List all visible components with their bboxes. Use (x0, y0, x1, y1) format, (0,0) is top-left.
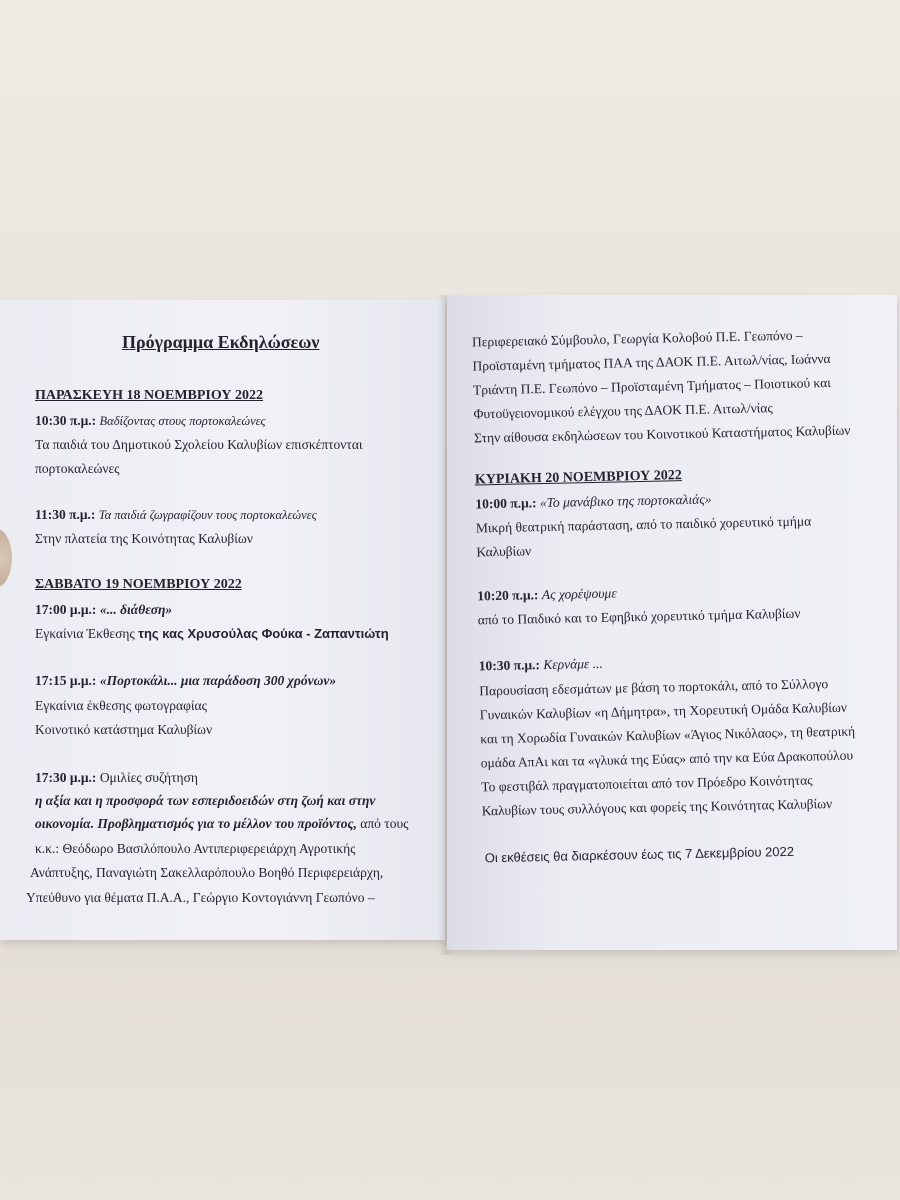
event-6-heading (475, 492, 711, 513)
day-heading-saturday: ΣΑΒΒΑΤΟ 19 ΝΟΕΜΒΡΙΟΥ 2022 (35, 577, 242, 592)
event-4-title: «Πορτοκάλι... μια παράδοση 300 χρόνων» (99, 673, 337, 688)
event-8-title: Κερνάμε ... (543, 655, 603, 673)
event-5-line-2-bold: οικονομία. Προβληματισμός για το μέλλον του προϊόντος, (35, 816, 357, 831)
event-4-time: 17:15 μ.μ.: (35, 673, 97, 688)
event-2-title: Τα παιδιά ζωγραφίζουν τους πορτοκαλεώνες (98, 508, 317, 522)
continuation-line-2: Προϊσταμένη τμήματος ΠΑΑ της ΔΑΟΚ Π.Ε. Αιτωλ/νίας, Ιωάννα (472, 350, 831, 374)
event-8-line-4: ομάδα ΑπΑι και τα «γλυκά της Εύας» από την κα Εύα Δρακοπούλου (480, 747, 854, 771)
event-5-line-2-rest: από τους (356, 816, 409, 831)
event-8-line-3: και τη Χορωδία Γυναικών Καλυβίων «Άγιος Νικόλαος», τη θεατρική (480, 723, 856, 747)
event-8-time: 10:30 π.μ.: (478, 657, 541, 674)
continuation-line-1: Περιφερειακό Σύμβουλο, Γεωργία Κολοβού Π.Ε. Γεωπόνο – (471, 327, 803, 350)
continuation-line-5: Στην αίθουσα εκδηλώσεων του Κοινοτικού Καταστήματος Καλυβίων (473, 422, 851, 446)
event-3-time: 17:00 μ.μ.: (35, 602, 97, 617)
event-6-line-2: Καλυβίων (476, 543, 532, 560)
event-3-heading (35, 602, 172, 618)
event-5-title: Ομιλίες συζήτηση (96, 770, 198, 785)
right-page (447, 295, 897, 950)
event-3-artist: της κας Χρυσούλας Φούκα - Ζαπαντιώτη (138, 626, 389, 641)
left-page (0, 300, 445, 940)
event-1-line-1: Τα παιδιά του Δημοτικού Σχολείου Καλυβίων επισκέπτονται (35, 437, 363, 452)
page-title: Πρόγραμμα Εκδηλώσεων (122, 332, 320, 352)
event-2-time: 11:30 π.μ.: (35, 507, 96, 522)
event-8-heading (479, 656, 603, 675)
event-3-line-1 (35, 626, 389, 642)
event-4-line-2: Κοινοτικό κατάστημα Καλυβίων (35, 722, 213, 737)
event-8-line-6: Καλυβίων τους συλλόγους και φορείς της Κοινότητας Καλυβίων (481, 796, 833, 819)
event-2-line-1: Στην πλατεία της Κοινότητας Καλυβίων (35, 531, 253, 546)
event-5-line-1: η αξία και η προσφορά των εσπεριδοειδών στη ζωή και στην (35, 793, 376, 808)
event-3-title: «... διάθεση» (99, 602, 173, 617)
event-8-line-2: Γυναικών Καλυβίων «η Δήμητρα», τη Χορευτική Ομάδα Καλυβίων (479, 699, 848, 723)
event-5-time: 17:30 μ.μ.: (35, 770, 97, 785)
event-1-title: Βαδίζοντας στους πορτοκαλεώνες (99, 414, 266, 428)
event-5-heading (35, 770, 198, 786)
event-6-time: 10:00 π.μ.: (475, 495, 537, 512)
event-6-title: «Το μανάβικο της πορτοκαλιάς» (539, 491, 712, 511)
thumb-shadow (0, 528, 12, 588)
event-4-line-1: Εγκαίνια έκθεσης φωτογραφίας (35, 698, 207, 713)
brochure (0, 295, 900, 955)
continuation-line-4: Φυτοϋγειονομικού ελέγχου της ΔΑΟΚ Π.Ε. Αιτωλ/νίας (473, 400, 773, 422)
day-heading-friday: ΠΑΡΑΣΚΕΥΗ 18 ΝΟΕΜΒΡΙΟΥ 2022 (35, 388, 264, 403)
event-7-time: 10:20 π.μ.: (477, 587, 539, 604)
event-1-line-2: πορτοκαλεώνες (35, 461, 120, 476)
event-8-line-1: Παρουσίαση εδεσμάτων με βάση το πορτοκάλι, από το Σύλλογο (479, 676, 829, 699)
event-5-line-4: Ανάπτυξης, Παναγιώτη Σακελλαρόπουλο Βοηθό Περιφερειάρχη, (30, 865, 384, 880)
event-3-line-1-text: Εγκαίνια Έκθεσης (35, 626, 139, 641)
event-1-heading (35, 413, 266, 429)
event-5-line-3: κ.κ.: Θεόδωρο Βασιλόπουλο Αντιπεριφερειάρχη Αγροτικής (35, 841, 356, 856)
event-7-title: Ας χορέψουμε (541, 585, 617, 603)
event-7-heading (477, 586, 617, 605)
event-5-line-2 (35, 816, 408, 832)
event-2-heading (35, 507, 317, 523)
event-6-line-1: Μικρή θεατρική παράσταση, από το παιδικό χορευτικό τμήμα (475, 513, 812, 536)
event-1-time: 10:30 π.μ.: (35, 413, 97, 428)
event-7-line-1: από το Παιδικό και το Εφηβικό χορευτικό τμήμα Καλυβίων (477, 605, 801, 628)
event-8-line-5: Το φεστιβάλ πραγματοποιείται από τον Πρόεδρο Κοινότητας (481, 772, 813, 795)
continuation-line-3: Τριάντη Π.Ε. Γεωπόνο – Προϊσταμένη Τμήματος – Ποιοτικού και (472, 374, 831, 398)
exhibition-note: Οι εκθέσεις θα διαρκέσουν έως τις 7 Δεκεμβρίου 2022 (484, 843, 795, 866)
event-5-line-5: Υπεύθυνο για θέματα Π.Α.Α., Γεώργιο Κοντογιάννη Γεωπόνο – (26, 890, 375, 905)
day-heading-sunday: ΚΥΡΙΑΚΗ 20 ΝΟΕΜΒΡΙΟΥ 2022 (474, 468, 682, 488)
event-4-heading (35, 673, 336, 689)
